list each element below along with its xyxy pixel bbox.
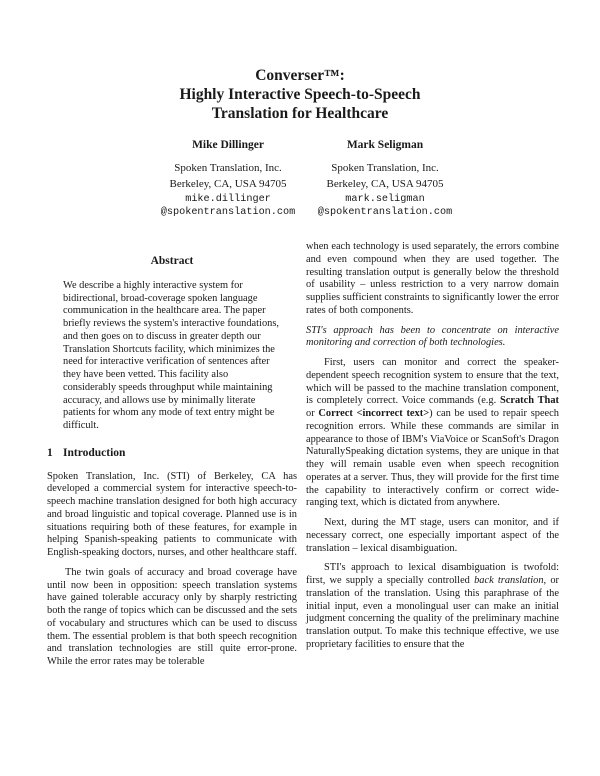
section-heading-introduction	[47, 447, 297, 460]
author-email-user: mike.dillinger	[185, 193, 271, 205]
paper-title	[0, 66, 600, 123]
command-correct: Correct <incorrect text>	[318, 408, 430, 419]
body-paragraph-mt-stage: Next, during the MT stage, users can monitor, and if necessary correct, one especially important aspect of the translation – lexical disambiguation.	[306, 517, 559, 554]
author-location: Berkeley, CA, USA 94705	[169, 178, 287, 190]
body-paragraph-disambiguation: STI's approach to lexical disambiguation is twofold: first, we supply a specially controlled back translation, or translation of the translation. Using this paraphrase of the initial input, even a monolingual user can make an initial judgment concerning the quality of the preliminary machine translation output. To make this technique effective, we use proprietary facilities to ensure that the	[306, 562, 559, 650]
body-paragraph-continued: when each technology is used separately, the errors combine and even compound when they are used together. The resulting translation output is generally below the threshold of usability – unless restriction to a very narrow domain supplies sufficient constraints to significantly lower the error rates of both components.	[306, 241, 559, 316]
title-line-3: Translation for Healthcare	[211, 105, 389, 122]
left-column	[47, 241, 297, 669]
section-title: Introduction	[63, 446, 126, 459]
author-email-user: mark.seligman	[345, 193, 425, 205]
intro-paragraph-2: The twin goals of accuracy and broad coverage have until now been in opposition: speech translation systems have gained tolerable accuracy only by sharply restricting both the range of topics which can be discussed and the sets of vocabulary and structures which can be used to discuss them. The essential problem is that both speech recognition and translation technologies are still quite error-prone. While the error rates may be tolerable	[47, 566, 297, 667]
body-paragraph-voice-commands: First, users can monitor and correct the speaker-dependent speech recognition system to ensure that the text, which will be passed to the machine translation component, is completely correct. Voice commands (e.g. Scratch That or Correct <incorrect text>) can be used to repair speech recognition errors. While these commands are similar in appearance to those of IBM's ViaVoice or ScanSoft's Dragon NaturallySpeaking dictation systems, they are unique in that they will remain usable even when speech recognition operates at a server. Thus, they will provide for the first time the capability to interactively confirm or correct wide-ranging text, which is dictated from anywhere.	[306, 357, 559, 509]
author-email-domain: @spokentranslation.com	[317, 206, 453, 218]
abstract-text: We describe a highly interactive system for bidirectional, broad-coverage spoken language communication in the healthcare area. The paper briefly reviews the system's interactive foundations, and then goes on to discuss in greater depth our Translation Shortcuts facility, which minimizes the need for interactive verification of sentences after they have been vetted. This facility also considerably speeds throughput while maintaining accuracy, and allows use by minimally literate patients for whom any mode of text entry might be difficult.	[63, 279, 279, 431]
author-location: Berkeley, CA, USA 94705	[326, 178, 444, 190]
command-scratch-that: Scratch That	[499, 395, 559, 407]
author-name: Mark Seligman	[346, 139, 424, 151]
term-back-translation: back translation	[474, 575, 544, 586]
intro-paragraph-1: Spoken Translation, Inc. (STI) of Berkeley, CA has developed a commercial system for interactive speech-to-speech machine translation designed for both high accuracy and broad linguistic and topical coverage. Planned use is in situations requiring both of these features, for example in helping Spanish-speaking patients to communicate with English-speaking doctors, nurses, and other healthcare staff.	[47, 470, 297, 558]
author-org: Spoken Translation, Inc.	[174, 161, 282, 174]
author-block-seligman	[270, 137, 500, 219]
approach-statement: STI's approach has been to concentrate on interactive monitoring and correction of both technologies.	[306, 324, 559, 349]
right-column	[306, 241, 559, 652]
author-name: Mike Dillinger	[192, 139, 264, 151]
author-org: Spoken Translation, Inc.	[331, 161, 439, 174]
title-line-2: Highly Interactive Speech-to-Speech	[179, 86, 421, 103]
title-line-1: Converser™:	[255, 67, 345, 84]
author-email-domain: @spokentranslation.com	[160, 206, 296, 218]
section-number: 1	[47, 446, 53, 459]
abstract-heading: Abstract	[150, 255, 194, 267]
